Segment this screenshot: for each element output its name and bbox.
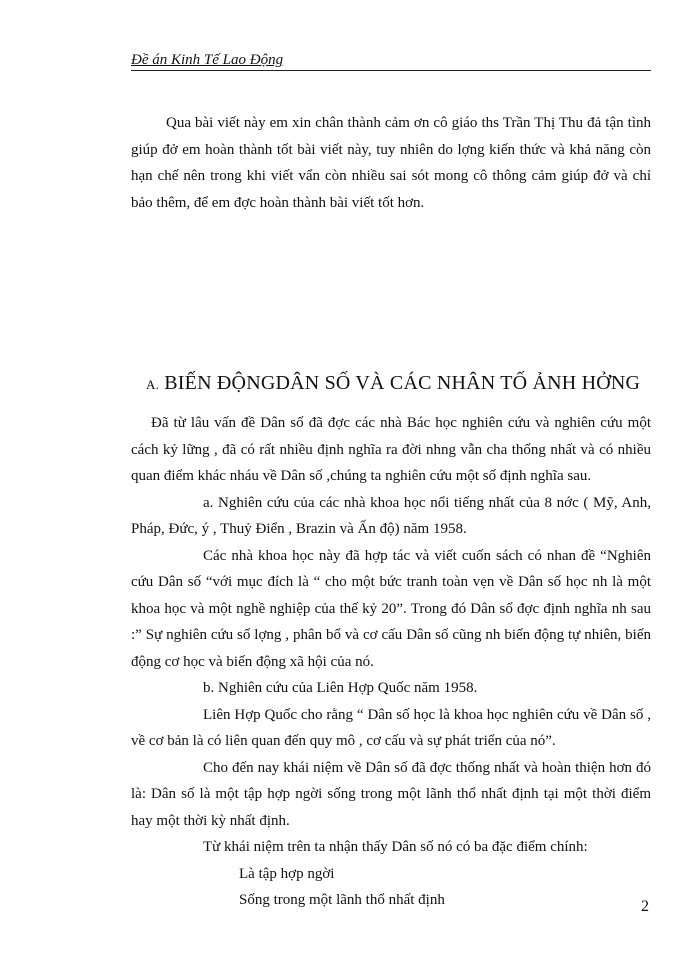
item-a-heading: a. Nghiên cứu của các nhà khoa học nổi tiếng nhất của 8 nớc ( Mỹ, Anh, Pháp, Đức, ý , Thuỷ Điển , Brazin và Ấn độ) năm 1958. xyxy=(131,494,651,537)
characteristic-item: Sống trong một lãnh thổ nhất định xyxy=(239,892,445,908)
acknowledgement-block xyxy=(131,110,651,216)
section-title: BIẾN ĐỘNGDÂN SỐ VÀ CÁC NHÂN TỐ ẢNH HỞNG xyxy=(164,372,641,394)
page-number: 2 xyxy=(641,898,649,915)
acknowledgement-paragraph: Qua bài viết này em xin chân thành cảm ơn cô giáo ths Trần Thị Thu đả tận tình giúp đở em hoàn thành tốt bài viết này, tuy nhiên do lợng kiến thức và khả năng còn hạn chế nên trong khi viết vẩn còn nhiều sai sót mong cô thông cảm giúp đở và chỉ bảo thêm, để em đợc hoàn thành bài viết tốt hơn. xyxy=(131,115,651,211)
body-block xyxy=(131,410,651,914)
item-a-paragraph: Các nhà khoa học này đã hợp tác và viết cuốn sách có nhan đề “Nghiên cứu Dân số “với mục đích là “ cho một bức tranh toàn vẹn về Dân số học nh là một khoa học và một nghề nghiệp của thế kỷ 20”. Trong đó Dân số đợc định nghĩa nh sau :” Sự nghiên cứu số lợng , phân bổ và cơ cấu Dân số cũng nh biến động tự nhiên, biến động cơ học và biến động xã hội của nó. xyxy=(131,547,651,670)
characteristic-item: Là tập hợp ngời xyxy=(239,865,335,882)
section-heading xyxy=(146,372,640,395)
item-b-heading: b. Nghiên cứu của Liên Hợp Quốc năm 1958. xyxy=(203,680,478,696)
definition-paragraph: Cho đến nay khái niệm về Dân số đã đợc thống nhất và hoàn thiện hơn đó là: Dân số là một tập hợp ngời sống trong một lãnh thổ nhất định tại một thời điểm hay một thời kỳ nhất định. xyxy=(131,759,651,829)
page-header xyxy=(131,50,651,71)
intro-paragraph: Đã từ lâu vấn đề Dân số đã đợc các nhà Bác học nghiên cứu và nghiên cứu một cách kỷ lững , đã có rất nhiều định nghĩa ra đời nhng vẫn cha thống nhất và có nhiều quan điểm khác nháu về Dân số ,chúng ta nghiên cứu một số định nghĩa sau. xyxy=(131,415,651,484)
header-title: Đề án Kinh Tế Lao Động xyxy=(131,52,284,68)
item-b-paragraph: Liên Hợp Quốc cho rằng “ Dân số học là khoa học nghiên cứu về Dân số , về cơ bản là có liên quan đến quy mô , cơ cấu và sự phát triển của nó”. xyxy=(131,706,651,749)
characteristics-intro: Từ khái niệm trên ta nhận thấy Dân số nó có ba đặc điểm chính: xyxy=(203,839,588,855)
section-number: A. xyxy=(146,377,160,392)
